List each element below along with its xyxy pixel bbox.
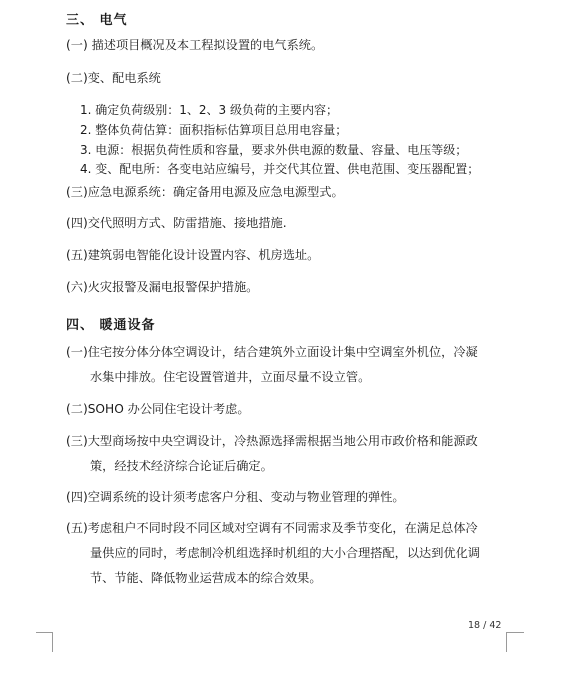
- crop-mark-right-vertical: [506, 632, 507, 652]
- section-heading-electrical: 三、 电气: [66, 13, 128, 28]
- paragraph: (四)空调系统的设计须考虑客户分租、变动与物业管理的弹性。: [66, 490, 405, 504]
- paragraph: (三)应急电源系统：确定备用电源及应急电源型式。: [66, 185, 344, 199]
- paragraph: (一) 描述项目概况及本工程拟设置的电气系统。: [66, 38, 324, 52]
- crop-mark-left-vertical: [52, 632, 53, 652]
- paragraph: (二)SOHO 办公同住宅设计考虑。: [66, 402, 250, 416]
- list-item: 3. 电源：根据负荷性质和容量，要求外供电源的数量、容量、电压等级；: [80, 143, 468, 157]
- paragraph-continuation: 节、节能、降低物业运营成本的综合效果。: [90, 571, 322, 585]
- paragraph: (五)建筑弱电智能化设计设置内容、机房选址。: [66, 248, 320, 262]
- paragraph: (五)考虑租户不同时段不同区域对空调有不同需求及季节变化，在满足总体冷: [66, 521, 478, 535]
- crop-mark-left-horizontal: [36, 632, 52, 633]
- paragraph: (一)住宅按分体分体空调设计，结合建筑外立面设计集中空调室外机位，冷凝: [66, 345, 478, 359]
- paragraph: (四)交代照明方式、防雷措施、接地措施.: [66, 216, 287, 230]
- paragraph-continuation: 策，经技术经济综合论证后确定。: [90, 459, 273, 473]
- paragraph: (六)火灾报警及漏电报警保护措施。: [66, 280, 259, 294]
- page-number: 18 / 42: [468, 620, 502, 631]
- paragraph-continuation: 量供应的同时，考虑制冷机组选择时机组的大小合理搭配，以达到优化调: [90, 546, 480, 560]
- paragraph: (三)大型商场按中央空调设计，冷热源选择需根据当地公用市政价格和能源政: [66, 434, 478, 448]
- paragraph: (二)变、配电系统: [66, 71, 161, 85]
- list-item: 1. 确定负荷级别：1、2、3 级负荷的主要内容；: [80, 103, 338, 117]
- list-item: 4. 变、配电所：各变电站应编号，并交代其位置、供电范围、变压器配置；: [80, 162, 480, 176]
- crop-mark-right-horizontal: [506, 632, 524, 633]
- paragraph-continuation: 水集中排放。住宅设置管道井，立面尽量不设立管。: [90, 370, 371, 384]
- list-item: 2. 整体负荷估算：面积指标估算项目总用电容量；: [80, 123, 348, 137]
- section-heading-hvac: 四、 暖通设备: [66, 318, 156, 333]
